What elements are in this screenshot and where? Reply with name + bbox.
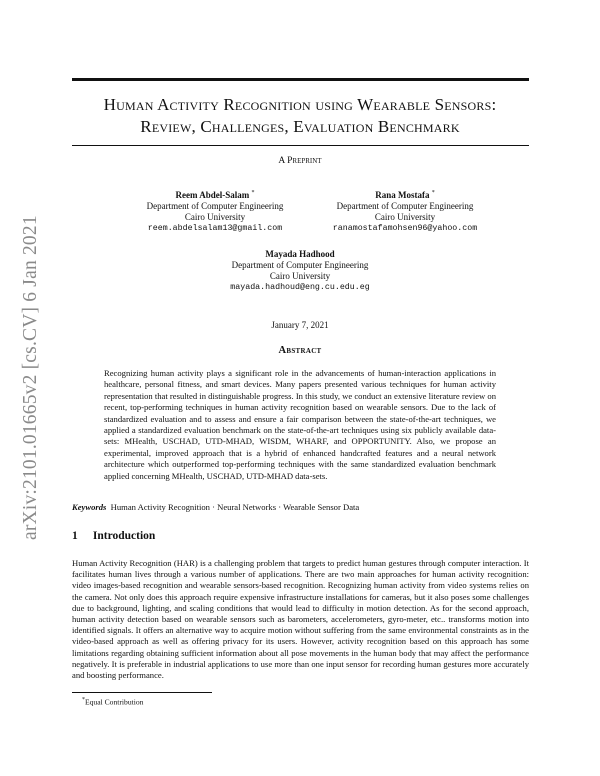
author-name: Rana Mostafa	[375, 190, 430, 200]
footnote-mark: *	[82, 697, 85, 703]
preprint-label: A Preprint	[278, 156, 322, 166]
author-department: Department of Computer Engineering	[336, 201, 474, 211]
author-mark: *	[251, 190, 255, 196]
keywords-line	[72, 502, 529, 512]
section-heading	[72, 530, 155, 542]
author-university: Cairo University	[269, 271, 331, 281]
section-number: 1	[72, 530, 78, 542]
author-mark: *	[431, 190, 435, 196]
paper-date: January 7, 2021	[271, 320, 329, 330]
author-university: Cairo University	[374, 212, 436, 222]
introduction-paragraph: Human Activity Recognition (HAR) is a challenging problem that targets to predict human gestures through computer interaction. It facilitates human lives through a various number of applications. There are two main approaches for human activity recognition: video images-based recognition and wearable sensors-based recognition. Recognizing human activity from video systems relies on the camera. Not only does this approach require expensive infrastructure installations for cameras, but it also poses some challenges due to background, lighting, and scaling conditions that would lead to difficulty in motion detection. As for the second approach, human activity detection based on wearable sensors such as barometers, accelerometers, gyro-meter, etc.. transforms motion into identified signals. It offers an alternative way to acquire motion without suffering from the same environmental constraints as in the video-based approach as well as offering privacy for its users. However, activity recognition based on this approach has some limitations regarding obtaining sufficient information about all pose movements in the human body that may affect the performance negatively. It is preferable in industrial applications to use more than one input sensor for recording human gestures more accurately and boosting performance.	[72, 558, 529, 681]
author-name: Mayada Hadhood	[265, 249, 335, 259]
author-name: Reem Abdel-Salam	[175, 190, 250, 200]
paper-title	[60, 94, 540, 138]
author-block	[295, 188, 515, 234]
author-university: Cairo University	[184, 212, 246, 222]
keywords-label: Keywords	[72, 502, 107, 512]
footnote-rule	[72, 692, 212, 693]
arxiv-identifier: arXiv:2101.01665v2 [cs.CV] 6 Jan 2021	[20, 215, 41, 540]
author-department: Department of Computer Engineering	[146, 201, 284, 211]
author-email[interactable]: reem.abdelsalam13@gmail.com	[147, 224, 283, 233]
author-block	[105, 188, 325, 234]
author-email[interactable]: ranamostafamohsen96@yahoo.com	[332, 224, 478, 233]
paper-title-line-2: Review, Challenges, Evaluation Benchmark	[140, 117, 460, 136]
title-rule-top	[72, 78, 529, 81]
author-email[interactable]: mayada.hadhoud@eng.cu.edu.eg	[230, 283, 370, 292]
keywords-list: Human Activity Recognition · Neural Networks · Wearable Sensor Data	[110, 502, 360, 512]
section-title: Introduction	[92, 530, 156, 542]
paper-title-line-1: Human Activity Recognition using Wearable Sensors:	[103, 95, 497, 114]
author-department: Department of Computer Engineering	[231, 260, 369, 270]
abstract-text: Recognizing human activity plays a significant role in the advancements of human-interaction applications in healthcare, personal fitness, and smart devices. Many papers presented various techniques for human activity representation that resulted in distinguishable progress. In this study, we conduct an extensive literature review on recent, top-performing techniques in human activity recognition based on wearable sensors. Due to the lack of standardized evaluation and to assess and ensure a fair comparison between the state-of-the-art techniques, we applied a standardized evaluation benchmark on the state-of-the-art techniques using six publicly available data-sets: MHealth, USCHAD, UTD-MHAD, WISDM, WHARF, and OPPORTUNITY. Also, we propose an experimental, improved approach that is a hybrid of enhanced handcrafted features and a neural network architecture which outperformed top-performing techniques with the same standardized evaluation benchmark applied concerning MHealth, USCHAD, UTD-MHAD data-sets.	[104, 368, 496, 481]
abstract-heading: Abstract	[278, 345, 322, 356]
footnote-text: Equal Contribution	[85, 697, 144, 707]
title-rule-bottom	[72, 145, 529, 146]
author-block	[190, 249, 410, 293]
footnote	[82, 697, 143, 707]
